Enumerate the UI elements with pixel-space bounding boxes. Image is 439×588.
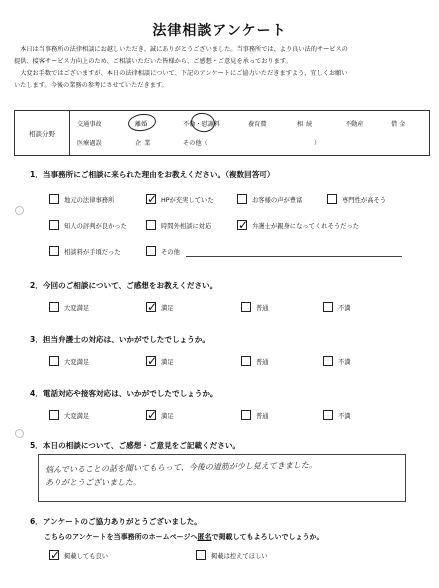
q1-option-expertise: 専門性が高そう bbox=[342, 197, 387, 204]
q3-option-very-satisfied: 大変満足 bbox=[64, 359, 90, 366]
q1-checkbox-attentive-lawyer[interactable] bbox=[237, 220, 247, 230]
q1-option-reputation: 知人の評判が良かった bbox=[64, 223, 127, 230]
q4-checkbox-average[interactable] bbox=[241, 410, 251, 420]
field-real-estate[interactable]: 不動産 bbox=[345, 121, 364, 128]
q5-heading: 5．本日の相談について、ご感想・ご意見をご記載ください。 bbox=[30, 441, 241, 450]
consultation-field-label: 相談分野 bbox=[15, 111, 70, 155]
q4-option-dissatisfied: 不満 bbox=[338, 413, 351, 420]
q1-option-local-office: 地元の法律事務所 bbox=[64, 197, 115, 204]
q3-option-satisfied: 満足 bbox=[161, 359, 174, 366]
q2-checkbox-average[interactable] bbox=[241, 302, 251, 312]
q6-question-anonymous: 匿名 bbox=[197, 533, 212, 541]
q1-checkbox-expertise[interactable] bbox=[327, 194, 337, 204]
q2-option-average: 普通 bbox=[256, 305, 269, 312]
q6-checkbox-allow[interactable] bbox=[49, 550, 59, 560]
q5-comment-line-2: ありがとうございました。 bbox=[45, 478, 141, 487]
page-title: 法律相談アンケート bbox=[152, 23, 287, 39]
q1-checkbox-affordable[interactable] bbox=[49, 246, 59, 256]
check-mark-icon: ✓ bbox=[147, 354, 158, 368]
q1-option-attentive-lawyer: 弁護士が親身になってくれそうだった bbox=[252, 223, 360, 230]
field-medical-malpractice[interactable]: 医療過誤 bbox=[77, 140, 102, 147]
check-mark-icon: ✓ bbox=[50, 548, 61, 562]
q2-checkbox-dissatisfied[interactable] bbox=[323, 302, 333, 312]
q4-checkbox-dissatisfied[interactable] bbox=[323, 410, 333, 420]
q2-option-very-satisfied: 大変満足 bbox=[64, 305, 90, 312]
q1-checkbox-reputation[interactable] bbox=[49, 220, 59, 230]
field-infidelity[interactable]: 不倫・慰謝料 bbox=[183, 121, 221, 128]
q4-checkbox-very-satisfied[interactable] bbox=[49, 410, 59, 420]
q3-option-dissatisfied: 不満 bbox=[338, 359, 351, 366]
check-mark-icon: ✓ bbox=[238, 218, 249, 232]
q4-option-satisfied: 満足 bbox=[161, 413, 174, 420]
q3-checkbox-satisfied[interactable] bbox=[146, 356, 156, 366]
q1-checkbox-reviews[interactable] bbox=[237, 194, 247, 204]
intro-line-1: 本日は当事務所の法律相談にお越しいただき、誠にありがとうございました。当事務所では、より良い法的サービスの bbox=[20, 46, 348, 53]
q2-heading: 2．今回のご相談について、ご感想をお教えください。 bbox=[30, 281, 218, 290]
q6-question bbox=[44, 532, 323, 542]
q6-heading: 6．アンケートのご協力ありがとうございました。 bbox=[30, 517, 202, 526]
q1-checkbox-after-hours[interactable] bbox=[146, 220, 156, 230]
q6-question-post: で掲載してもよろしいでしょうか。 bbox=[211, 533, 324, 541]
intro-line-4: いたします。今後の業務の参考にさせていただきます。 bbox=[14, 82, 168, 89]
field-traffic-accident[interactable]: 交通事故 bbox=[77, 121, 102, 128]
q1-heading: 1．当事務所にご相談に来られた理由をお教えください。（複数回答可） bbox=[30, 170, 275, 179]
q3-checkbox-dissatisfied[interactable] bbox=[323, 356, 333, 366]
q4-checkbox-satisfied[interactable] bbox=[146, 410, 156, 420]
intro-line-3: 大変お手数ではございますが、本日の法律相談について、下記のアンケートにご協力いただきますよう、宜しくお願い bbox=[20, 70, 348, 77]
q1-checkbox-other[interactable] bbox=[146, 246, 156, 256]
q6-option-decline: 掲載は控えてほしい bbox=[211, 553, 268, 560]
divorce-circle-mark bbox=[127, 112, 157, 133]
q4-heading: 4．電話対応や接客対応は、いかがでしたでしょうか。 bbox=[30, 389, 218, 398]
q3-heading: 3．担当弁護士の対応は、いかがでしたでしょうか。 bbox=[30, 335, 210, 344]
punch-hole-top bbox=[15, 206, 24, 215]
q1-checkbox-local-office[interactable] bbox=[49, 194, 59, 204]
q1-other-input-line[interactable] bbox=[186, 256, 402, 257]
q3-checkbox-average[interactable] bbox=[241, 356, 251, 366]
punch-hole-bottom bbox=[15, 429, 24, 438]
intro-text bbox=[14, 44, 428, 92]
consultation-field-box bbox=[14, 110, 430, 156]
q3-option-average: 普通 bbox=[256, 359, 269, 366]
q6-option-allow: 掲載しても良い bbox=[64, 553, 109, 560]
q3-checkbox-very-satisfied[interactable] bbox=[49, 356, 59, 366]
q1-option-website: HPが充実していた bbox=[161, 197, 214, 204]
field-divorce[interactable]: 離婚 bbox=[135, 121, 148, 128]
field-inheritance[interactable]: 相続 bbox=[297, 121, 316, 128]
q1-option-reviews: お客様の声が豊富 bbox=[252, 197, 303, 204]
q1-option-affordable: 相談料が手頃だった bbox=[64, 249, 121, 256]
q1-checkbox-website[interactable] bbox=[146, 194, 156, 204]
check-mark-icon: ✓ bbox=[147, 300, 158, 314]
field-other-close: ） bbox=[314, 140, 321, 147]
q2-option-dissatisfied: 不満 bbox=[338, 305, 351, 312]
q6-question-pre: こちらのアンケートを当事務所のホームページへ bbox=[44, 533, 198, 541]
field-debt[interactable]: 借金 bbox=[391, 121, 408, 128]
q4-option-very-satisfied: 大変満足 bbox=[64, 413, 90, 420]
q5-comment-line-1: 悩んでいることの話を聞いてもらって、今後の道筋が少し見えてきました。 bbox=[44, 460, 317, 475]
check-mark-icon: ✓ bbox=[147, 192, 158, 206]
field-corporate[interactable]: 企業 bbox=[135, 140, 154, 147]
field-other[interactable]: その他（ bbox=[183, 140, 208, 147]
q6-checkbox-decline[interactable] bbox=[196, 550, 206, 560]
q2-option-satisfied: 満足 bbox=[161, 305, 174, 312]
intro-line-2: 提供、接客サービス力向上のため、ご相談いただいた皆様から、ご感想・ご意見を承っております。 bbox=[14, 58, 292, 65]
q2-checkbox-very-satisfied[interactable] bbox=[49, 302, 59, 312]
q5-comment-box[interactable] bbox=[38, 454, 406, 502]
infidelity-circle-mark bbox=[190, 111, 217, 134]
field-child-support[interactable]: 養育費 bbox=[248, 121, 267, 128]
q2-checkbox-satisfied[interactable] bbox=[146, 302, 156, 312]
q1-option-after-hours: 時間外相談に対応 bbox=[161, 223, 212, 230]
q1-option-other: その他 bbox=[161, 249, 180, 256]
q4-option-average: 普通 bbox=[256, 413, 269, 420]
check-mark-icon: ✓ bbox=[147, 408, 158, 422]
